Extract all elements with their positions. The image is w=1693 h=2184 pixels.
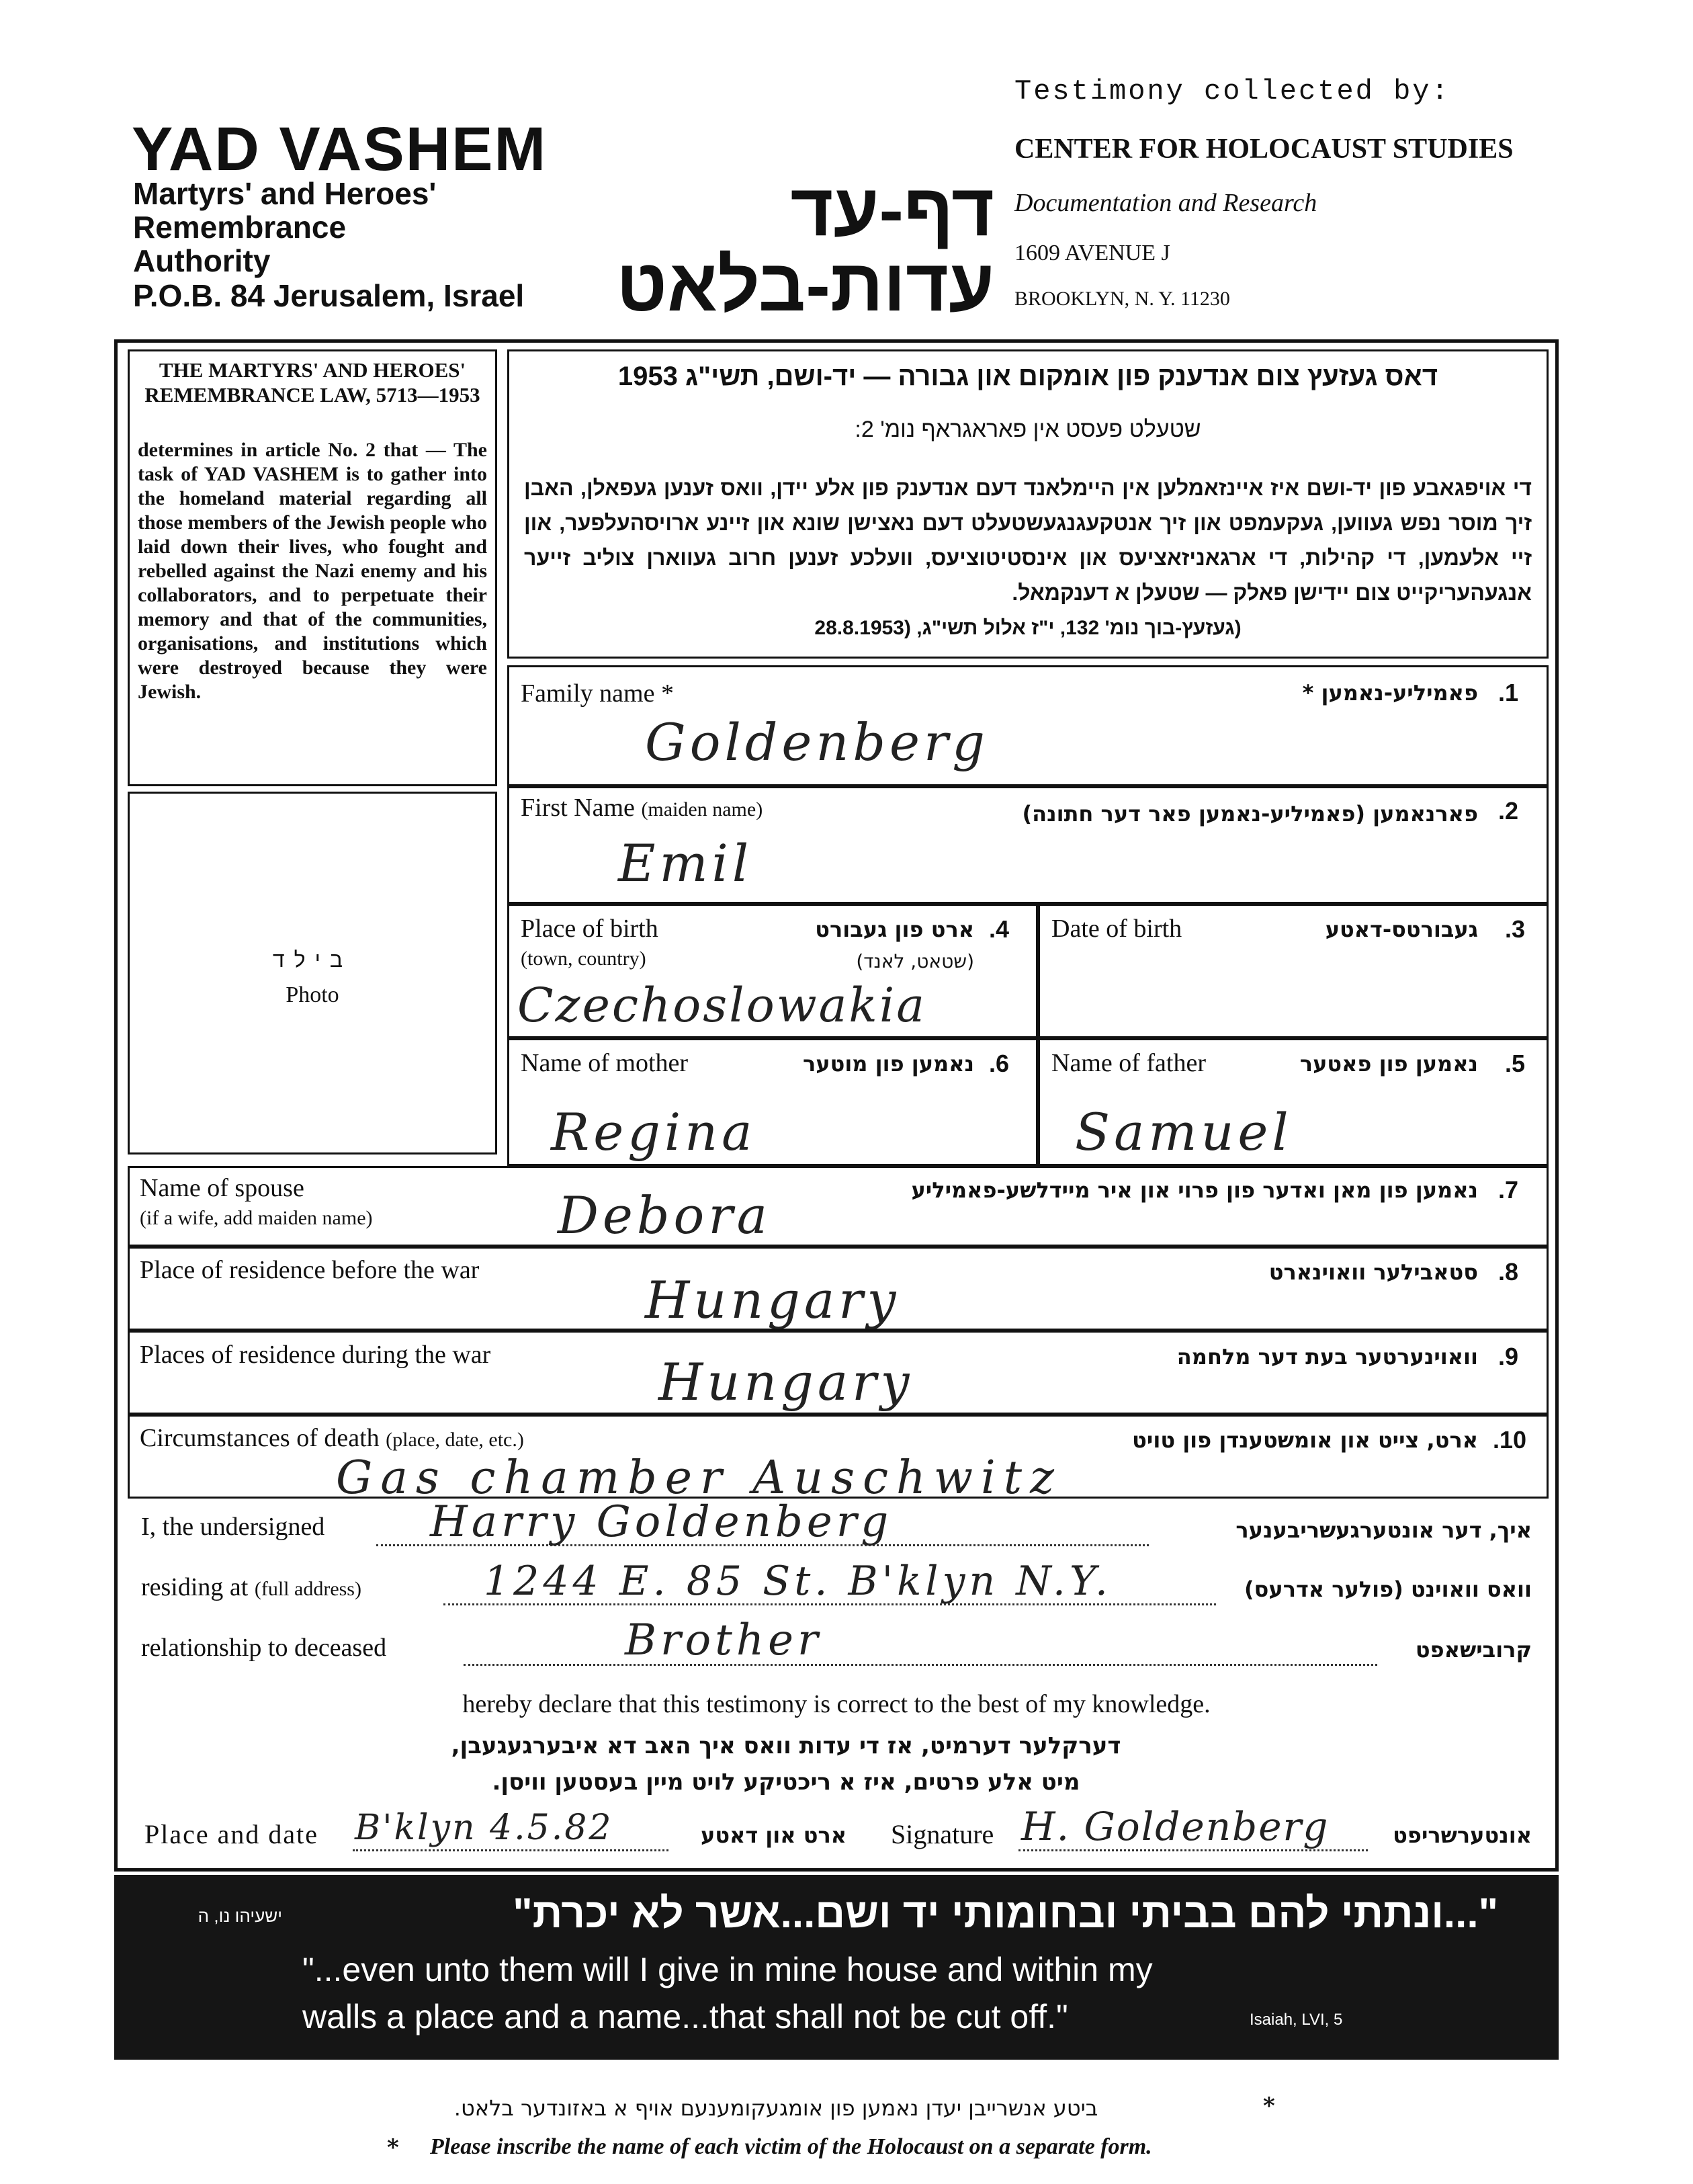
- footer-asterisk-english: *: [387, 2134, 399, 2161]
- banner-quote-line1: "...even unto them will I give in mine house and within my: [302, 1951, 1153, 1988]
- place-of-birth-value[interactable]: Czechoslowakia: [517, 978, 926, 1033]
- family-name-hebrew: פאמיליע-נאמען *: [1302, 680, 1478, 706]
- date-of-birth-hebrew: געבורטס-דאטע: [1325, 917, 1478, 942]
- field-number-8: .8: [1498, 1258, 1519, 1286]
- family-name-label: Family name *: [521, 679, 674, 708]
- field-number-7: .7: [1498, 1176, 1519, 1204]
- field-number-5: .5: [1505, 1050, 1526, 1077]
- residence-during-hebrew: וואוינערטער בעת דער מלחמה: [1176, 1344, 1478, 1370]
- residence-during-value[interactable]: Hungary: [658, 1352, 914, 1412]
- center-subtitle: Documentation and Research: [1014, 189, 1317, 217]
- hebrew-law-ref: (געזעץ-בוך נומ' 132, י"ז אלול תשי"ג, (28.8.1953: [814, 617, 1242, 639]
- residence-before-value[interactable]: Hungary: [645, 1270, 900, 1330]
- field-number-4: .4: [989, 915, 1010, 943]
- date-of-birth-label: Date of birth: [1051, 915, 1182, 943]
- first-name-label: First Name: [521, 794, 635, 822]
- death-hebrew: ארט, צייט און אומשטענדן פון טויט: [1132, 1427, 1478, 1453]
- death-label-small: (place, date, etc.): [386, 1429, 524, 1451]
- center-street: 1609 AVENUE J: [1014, 241, 1170, 265]
- undersigned-label: I, the undersigned: [141, 1513, 325, 1541]
- father-value[interactable]: Samuel: [1075, 1102, 1293, 1162]
- field-number-6: .6: [989, 1050, 1010, 1077]
- quote-banner: [114, 1875, 1559, 2060]
- mother-value[interactable]: Regina: [551, 1102, 756, 1162]
- hebrew-law-line1: דאס געזעץ צום אנדענק פון אומקום און גבורה — יד-ושם, תשי"ג 1953: [617, 362, 1438, 391]
- footer-hebrew: ביטע אנשרייבן יעדן נאמען פון אומגעקומענעם אויף א באזונדער בלאט.: [453, 2095, 1098, 2121]
- family-name-value[interactable]: Goldenberg: [645, 712, 989, 772]
- banner-hebrew-ref: ישעיהו נו, ה: [198, 1906, 282, 1926]
- signature-label: Signature: [891, 1819, 994, 1849]
- place-date-hebrew: ארט און דאטע: [701, 1822, 846, 1848]
- signature-value[interactable]: H. Goldenberg: [1021, 1804, 1330, 1849]
- field-number-10: .10: [1493, 1426, 1527, 1454]
- hebrew-title-1: דף-עד: [790, 169, 994, 251]
- org-title: YAD VASHEM: [132, 115, 548, 183]
- relation-label: relationship to deceased: [141, 1634, 387, 1662]
- org-subtitle-1: Martyrs' and Heroes': [133, 176, 437, 211]
- address-hebrew: וואס וואוינט (פולער אדרעס): [1244, 1577, 1532, 1602]
- org-subtitle-3: Authority: [133, 243, 271, 278]
- org-address: P.O.B. 84 Jerusalem, Israel: [133, 278, 525, 313]
- place-of-birth-label-small: (town, country): [521, 948, 646, 970]
- death-value[interactable]: Gas chamber Auschwitz: [336, 1452, 1062, 1505]
- first-name-label-small: (maiden name): [641, 798, 763, 821]
- photo-hebrew-label: בילד: [272, 948, 353, 972]
- signature-line: [1018, 1849, 1368, 1851]
- footer-asterisk-hebrew: *: [1263, 2093, 1275, 2119]
- spouse-label-small: (if a wife, add maiden name): [140, 1207, 373, 1229]
- place-date-value[interactable]: B'klyn 4.5.82: [355, 1808, 613, 1848]
- mother-hebrew: נאמען פון מוטער: [803, 1051, 974, 1077]
- hebrew-title-2: עדות-בלאט: [616, 244, 994, 327]
- relation-hebrew: קרובישאפט: [1415, 1637, 1532, 1663]
- mother-label: Name of mother: [521, 1049, 689, 1077]
- hebrew-law-paragraph: די אויפגאבע פון יד-ושם איז איינזאמלען אין היימלאנד דעם אנדענק פון אלע יידן, וואס זענען געפאלן, האבן זיך מוסר נפש געווען, געקעמפט און זיך אנטקעגנגעשטעלט דעם נאצישן שונא און זיינע ארויסהעלפער, און זיי אלעמען, די קהילות, די ארגאניזאציעס און אינסטיטוציעס, וועלכע זענען חרוב געווארן צוליב זייער אנגעהעריקייט צום יידישן פאלק — שטעלן א דענקמאל.: [524, 476, 1532, 605]
- address-label-small: (full address): [254, 1578, 361, 1600]
- death-label: Circumstances of death: [140, 1424, 380, 1452]
- spouse-value[interactable]: Debora: [558, 1185, 771, 1245]
- law-body: determines in article No. 2 that — The task of YAD VASHEM is to gather into the homeland material regarding all those members of the Jewish people who laid down their lives, who fought and rebelled against the Nazi enemy and his collaborators, and to perpetuate their memory and that of the communities, organisations, and institutions which were destroyed because they were Jewish.: [138, 439, 487, 703]
- place-date-line: [353, 1849, 668, 1851]
- place-of-birth-label: Place of birth: [521, 915, 658, 943]
- first-name-hebrew: פארנאמען (פאמיליע-נאמען פאר דער חתונה): [1022, 801, 1478, 827]
- place-of-birth-hebrew-small: (שטאט, לאנד): [856, 950, 974, 972]
- field-number-1: .1: [1498, 679, 1519, 706]
- residence-before-hebrew: סטאבילער וואוינארט: [1268, 1259, 1478, 1285]
- spouse-hebrew: נאמען פון מאן ואדער פון פרוי און איר מיידלשע-פאמיליע: [911, 1177, 1478, 1203]
- field-number-3: .3: [1505, 915, 1526, 943]
- declaration-text: hereby declare that this testimony is correct to the best of my knowledge.: [462, 1690, 1211, 1718]
- banner-quote-ref: Isaiah, LVI, 5: [1250, 2011, 1343, 2029]
- address-value[interactable]: 1244 E. 85 St. B'klyn N.Y.: [484, 1558, 1112, 1605]
- org-subtitle-2: Remembrance: [133, 210, 347, 245]
- footer-english: Please inscribe the name of each victim of the Holocaust on a separate form.: [430, 2134, 1152, 2159]
- relation-line: [464, 1664, 1377, 1666]
- residence-during-label: Places of residence during the war: [140, 1341, 491, 1369]
- declaration-hebrew-2: מיט אלע פרטים, איז א ריכטיקע לויט מיין בעסטען וויסן.: [492, 1769, 1080, 1796]
- photo-box: [128, 792, 497, 1154]
- center-name: CENTER FOR HOLOCAUST STUDIES: [1014, 134, 1514, 165]
- father-label: Name of father: [1051, 1049, 1206, 1077]
- undersigned-hebrew: איך, דער אונטערגעשריבענער: [1235, 1517, 1532, 1543]
- banner-quote-line2: walls a place and a name...that shall not be cut off.": [302, 1998, 1068, 2035]
- residence-before-label: Place of residence before the war: [140, 1256, 480, 1284]
- spouse-label: Name of spouse: [140, 1174, 304, 1202]
- collected-by: Testimony collected by:: [1014, 75, 1450, 108]
- hebrew-law-line2: שטעלט פעסט אין פאראגראף נומ' 2:: [855, 417, 1201, 442]
- address-label: residing at: [141, 1573, 249, 1601]
- field-number-9: .9: [1498, 1343, 1519, 1370]
- photo-label: Photo: [286, 982, 339, 1007]
- center-city: BROOKLYN, N. Y. 11230: [1014, 288, 1230, 310]
- law-title: THE MARTYRS' AND HEROES' REMEMBRANCE LAW, 5713—1953: [144, 358, 480, 407]
- place-date-label: Place and date: [144, 1819, 318, 1849]
- field-number-2: .2: [1498, 797, 1519, 825]
- place-of-birth-hebrew: ארט פון געבורט: [815, 917, 974, 942]
- relation-value[interactable]: Brother: [625, 1615, 822, 1665]
- undersigned-value[interactable]: Harry Goldenberg: [430, 1497, 893, 1547]
- signature-hebrew: אונטערשריפט: [1393, 1822, 1532, 1848]
- declaration-hebrew-1: דערקלער דערמיט, אז די עדות וואס איך האב דא איבערגעגעבן,: [451, 1732, 1121, 1759]
- banner-hebrew-quote: "...ונתתי להם בביתי ובחומותי יד ושם...אשר לא יכרת": [513, 1890, 1498, 1937]
- first-name-value[interactable]: Emil: [618, 833, 753, 893]
- father-hebrew: נאמען פון פאטער: [1299, 1051, 1478, 1077]
